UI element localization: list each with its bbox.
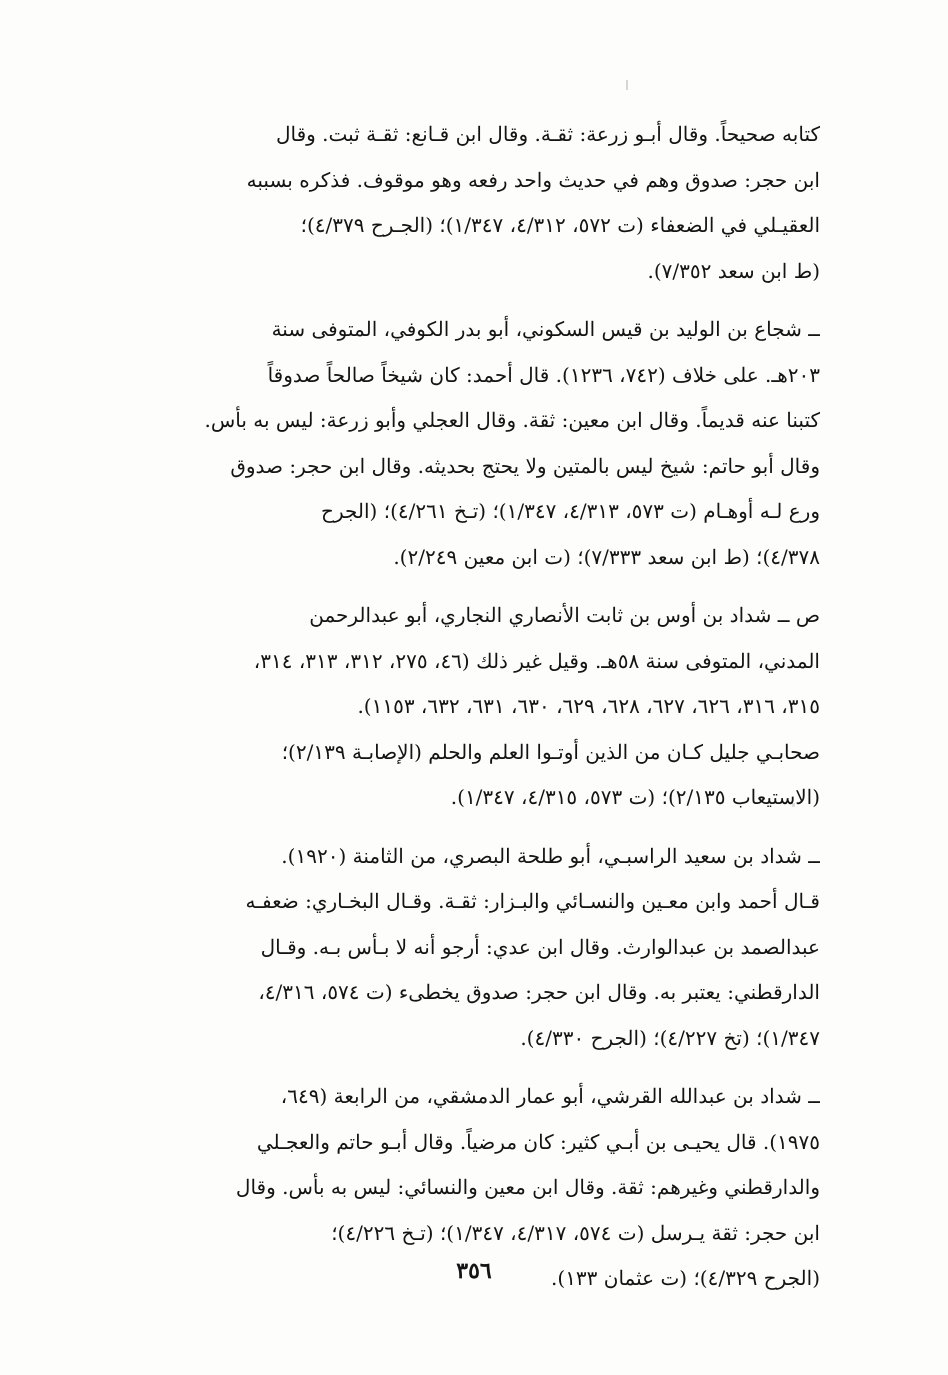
scan-speck [626, 80, 628, 90]
text-line: ــ شداد بن سعيد الراسبـي، أبو طلحة البصري، من الثامنة (١٩٢٠). [281, 843, 820, 868]
page-body-text [128, 112, 820, 1302]
entry-continuation [128, 112, 820, 294]
text-line: كتبنا عنه قديماً. وقال ابن معين: ثقة. وقال العجلي وأبو زرعة: ليس به بأس. [204, 408, 820, 432]
page-number: ٣٥٦ [456, 1258, 492, 1284]
text-line: العقيـلي في الضعفاء (ت ٥٧٢، ٤/٣١٢، ١/٣٤٧)؛ (الجـرح ٤/٣٧٩)؛ [300, 213, 820, 237]
text-line: قـال أحمد وابن معـين والنسـائي والبـزار: ثقـة. وقـال البخـاري: ضعفـه [245, 889, 820, 913]
text-line: كتابه صحيحاً. وقال أبـو زرعة: ثقـة. وقال ابن قـانع: ثقـة ثبت. وقال [275, 122, 820, 146]
text-line: وقال أبو حاتم: شيخ ليس بالمتين ولا يحتج بحديثه. وقال ابن حجر: صدوق [230, 453, 820, 478]
text-line: والدارقطني وغيرهم: ثقة. وقال ابن معين والنسائي: ليس به بأس. وقال [235, 1175, 820, 1199]
text-line: ــ شجاع بن الوليد بن قيس السكوني، أبو بدر الكوفي، المتوفى سنة [271, 317, 820, 341]
text-line: ــ شداد بن عبدالله القرشي، أبو عمار الدمشقي، من الرابعة (٦٤٩، [280, 1084, 820, 1108]
text-line: المدني، المتوفى سنة ٥٨هـ. وقيل غير ذلك (٤٦، ٢٧٥، ٣١٢، ٣١٣، ٣١٤، [253, 648, 820, 673]
text-line: ٤/٣٧٨)؛ (ط ابن سعد ٧/٣٣٣)؛ (ت ابن معين ٢/٢٤٩). [393, 544, 820, 569]
text-line: ٢٠٣هـ. على خلاف (٧٤٢، ١٢٣٦). قال أحمد: كان شيخاً صالحاً صدوقاً [267, 362, 820, 387]
text-line: ابن حجر: ثقة يـرسل (ت ٥٧٤، ٤/٣١٧، ١/٣٤٧)؛ (تـخ ٤/٢٢٦)؛ [331, 1220, 820, 1245]
text-line: ص ــ شداد بن أوس بن ثابت الأنصاري النجاري، أبو عبدالرحمن [309, 603, 820, 627]
text-line: (ط ابن سعد ٧/٣٥٢). [647, 258, 820, 283]
text-line: ١/٣٤٧)؛ (تخ ٤/٢٢٧)؛ (الجرح ٤/٣٣٠). [520, 1025, 820, 1050]
entry-shaddad-ibn-aws [128, 593, 820, 821]
text-line: ١٩٧٥). قال يحيـى بن أبـي كثير: كان مرضياً. وقال أبـو حاتم والعجـلي [256, 1129, 820, 1154]
text-line: (الاستيعاب ٢/١٣٥)؛ (ت ٥٧٣، ٤/٣١٥، ١/٣٤٧). [450, 785, 820, 809]
text-line: عبدالصمد بن عبدالوارث. وقال ابن عدي: أرجو أنه لا بـأس بـه. وقـال [260, 934, 820, 959]
text-line: ٣١٥، ٣١٦، ٦٢٦، ٦٢٧، ٦٢٨، ٦٢٩، ٦٣٠، ٦٣١، ٦٣٢، ١١٥٣). [357, 694, 820, 718]
entry-shaddad-ibn-said [128, 834, 820, 1062]
text-line: ابن حجر: صدوق وهم في حديث واحد رفعه وهو موقوف. فذكره بسببه [246, 167, 820, 192]
text-line: (الجرح ٤/٣٢٩)؛ (ت عثمان ١٣٣). [551, 1266, 820, 1290]
entry-shuja-ibn-al-walid [128, 307, 820, 580]
text-line: ورع لـه أوهـام (ت ٥٧٣، ٤/٣١٣، ١/٣٤٧)؛ (تـخ ٤/٢٦١)؛ (الجرح [321, 499, 820, 523]
text-line: صحابـي جليل كـان من الذين أوتـوا العلم والحلم (الإصابـة ٢/١٣٩)؛ [281, 739, 820, 764]
text-line: الدارقطني: يعتبر به. وقال ابن حجر: صدوق يخطىء (ت ٥٧٤، ٤/٣١٦، [258, 980, 820, 1004]
